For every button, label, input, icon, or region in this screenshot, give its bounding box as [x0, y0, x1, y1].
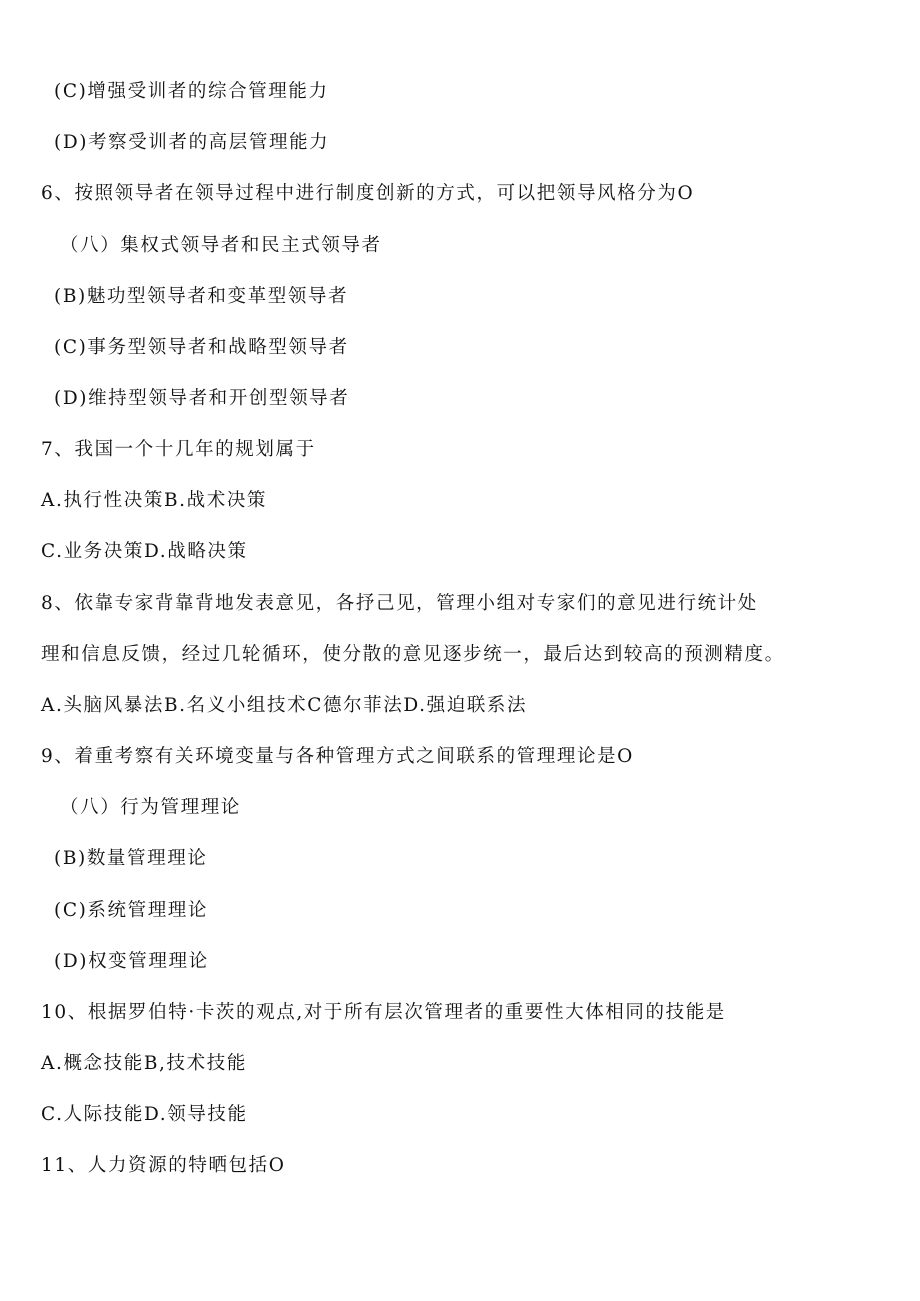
question-6-option-d: (D)维持型领导者和开创型领导者	[54, 388, 350, 409]
question-8-options: A.头脑风暴法B.名义小组技术C德尔菲法D.强迫联系法	[41, 695, 528, 716]
option-c-line: (C)增强受训者的综合管理能力	[54, 81, 329, 102]
question-8-continued: 理和信息反馈，经过几轮循环，使分散的意见逐步统一，最后达到较高的预测精度。	[41, 644, 785, 665]
question-6-option-c: (C)事务型领导者和战略型领导者	[54, 337, 349, 358]
question-11: 11、人力资源的特晒包括O	[41, 1155, 286, 1176]
question-9-option-b: (B)数量管理理论	[54, 848, 208, 869]
question-10-options-cd: C.人际技能D.领导技能	[41, 1104, 248, 1125]
question-7-options-ab: A.执行性决策B.战术决策	[41, 490, 268, 511]
question-10-options-ab: A.概念技能B,技术技能	[41, 1053, 247, 1074]
question-7: 7、我国一个十几年的规划属于	[41, 439, 316, 460]
question-7-options-cd: C.业务决策D.战略决策	[41, 541, 248, 562]
question-10: 10、根据罗伯特·卡茨的观点,对于所有层次管理者的重要性大体相同的技能是	[41, 1002, 726, 1023]
question-6-option-b: (B)魅功型领导者和变革型领导者	[54, 286, 349, 307]
question-9-option-c: (C)系统管理理论	[54, 900, 208, 921]
option-d-line: (D)考察受训者的高层管理能力	[54, 132, 330, 153]
question-6: 6、按照领导者在领导过程中进行制度创新的方式，可以把领导风格分为O	[41, 183, 695, 204]
question-9-option-d: (D)权变管理理论	[54, 951, 209, 972]
question-6-option-a: （八）集权式领导者和民主式领导者	[60, 235, 382, 256]
question-8: 8、依靠专家背靠背地发表意见，各抒己见，管理小组对专家们的意见进行统计处	[41, 593, 758, 614]
question-9: 9、着重考察有关环境变量与各种管理方式之间联系的管理理论是O	[41, 746, 634, 767]
question-9-option-a: （八）行为管理理论	[60, 797, 241, 818]
